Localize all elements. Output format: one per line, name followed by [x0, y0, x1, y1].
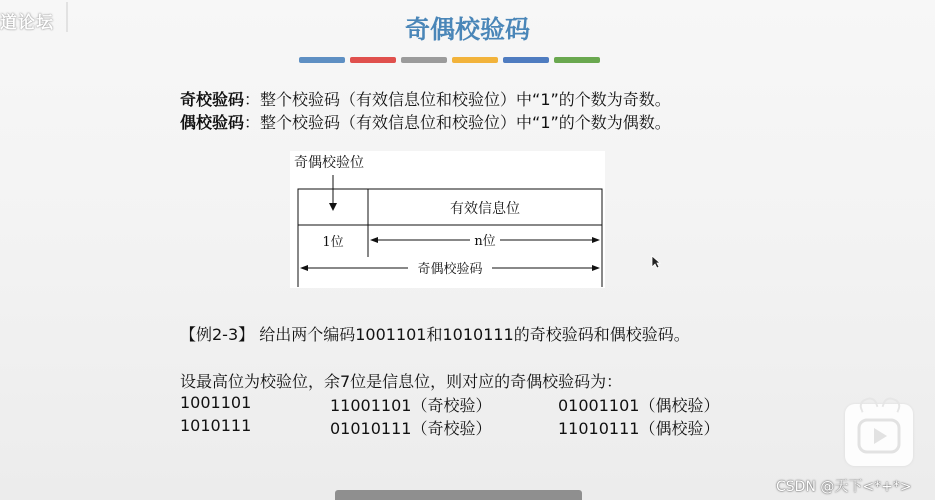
- row-1-code: 1001101: [180, 393, 252, 412]
- color-bar: [452, 57, 498, 63]
- odd-parity-definition: [180, 88, 671, 111]
- n-bits-arrow-right: [592, 237, 600, 243]
- parity-code-diagram: [290, 151, 605, 288]
- row-2-even: 11010111（偶校验）: [558, 419, 720, 438]
- definition-text: 整个校验码（有效信息位和校验位）中“1”的个数为奇数。: [260, 90, 671, 109]
- color-bar: [503, 57, 549, 63]
- parity-arrow-head: [329, 203, 337, 211]
- info-bits-label: 有效信息位: [450, 201, 520, 217]
- play-icon: [845, 404, 913, 466]
- definitions: [180, 88, 671, 134]
- row-2-odd: 01010111（奇校验）: [330, 419, 492, 438]
- one-bit-label: 1位: [322, 235, 344, 250]
- definition-term: 奇校验码: [180, 90, 245, 109]
- definition-colon: ：: [244, 113, 261, 132]
- n-bits-arrow-left: [370, 237, 378, 243]
- row-1-even: 01001101（偶校验）: [558, 396, 720, 415]
- definition-term: 偶校验码: [180, 113, 245, 132]
- setup-text: 设最高位为校验位，余7位是信息位，则对应的奇偶校验码为：: [180, 372, 623, 391]
- example-text: 【例2-3】 给出两个编码1001101和1010111的奇校验码和偶校验码。: [180, 325, 690, 344]
- n-bits-label: n位: [474, 234, 496, 249]
- total-arrow-left: [300, 265, 308, 271]
- forum-watermark: 道论坛: [0, 13, 54, 33]
- even-parity-definition: [180, 111, 671, 134]
- color-bar: [299, 57, 345, 63]
- color-bar: [554, 57, 600, 63]
- row-1-odd: 11001101（奇校验）: [330, 396, 492, 415]
- video-play-button[interactable]: [845, 404, 913, 466]
- color-bar: [401, 57, 447, 63]
- slide-title: 奇偶校验码: [404, 15, 530, 44]
- bottom-subtitle-bar: [335, 490, 582, 500]
- definition-colon: ：: [244, 90, 261, 109]
- total-arrow-right: [592, 265, 600, 271]
- parity-bit-label: 奇偶校验位: [294, 155, 364, 171]
- diagram-svg: [290, 151, 605, 288]
- definition-text: 整个校验码（有效信息位和校验位）中“1”的个数为偶数。: [260, 113, 671, 132]
- row-2-code: 1010111: [180, 416, 252, 435]
- total-label: 奇偶校验码: [417, 262, 483, 277]
- mouse-cursor-icon: [651, 254, 661, 273]
- csdn-credit: CSDN @天下<*+*>: [776, 479, 912, 495]
- color-bar: [350, 57, 396, 63]
